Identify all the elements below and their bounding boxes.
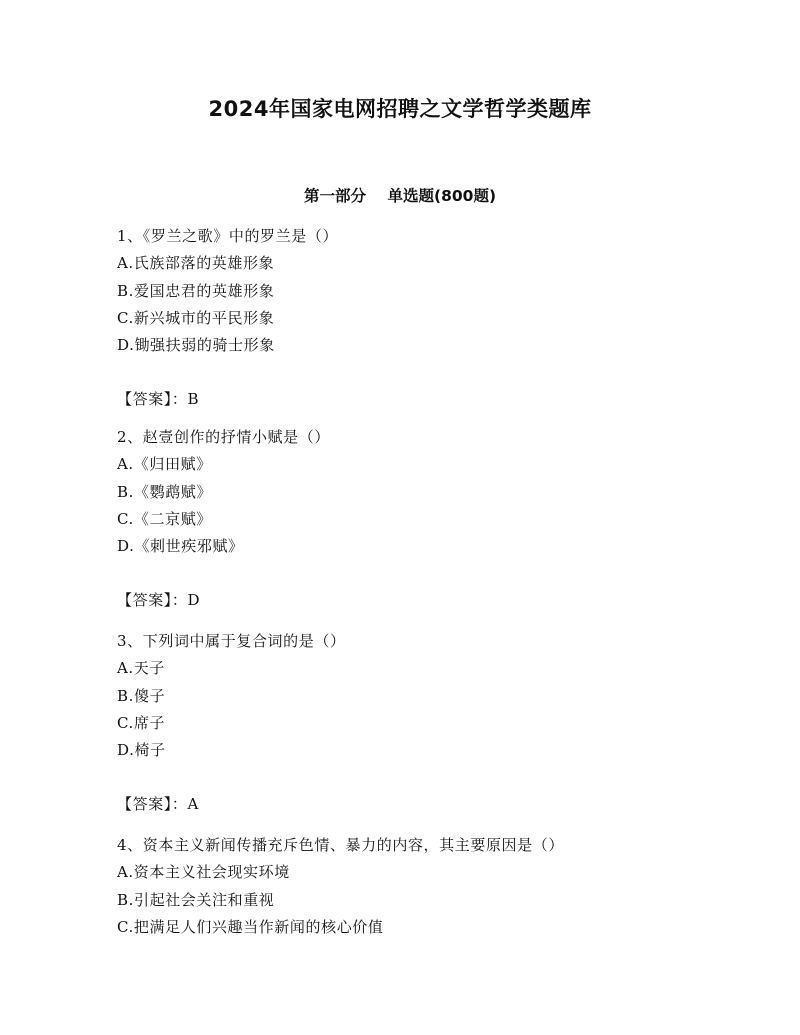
answer-line xyxy=(117,587,717,614)
document-title: 2024年国家电网招聘之文学哲学类题库 xyxy=(208,97,592,121)
option-d: D.锄强扶弱的骑士形象 xyxy=(117,336,275,355)
option-d: D.椅子 xyxy=(117,741,166,760)
option-a: A.氏族部落的英雄形象 xyxy=(117,254,275,273)
option-a: A.《归田赋》 xyxy=(117,455,212,474)
option-a: A.天子 xyxy=(117,659,166,678)
option-b: B.傻子 xyxy=(117,686,166,705)
option-c: C.把满足人们兴趣当作新闻的核心价值 xyxy=(117,917,384,936)
answer-label: 【答案】： xyxy=(117,390,188,409)
question-block-4 xyxy=(117,832,717,941)
option-b: B.引起社会关注和重视 xyxy=(117,890,275,909)
answer-value: D xyxy=(187,591,201,610)
option-a: A.资本主义社会现实环境 xyxy=(117,863,290,882)
question-stem: 3、下列词中属于复合词的是（） xyxy=(117,632,346,650)
question-block-1 xyxy=(117,223,717,413)
answer-line xyxy=(117,791,717,818)
option-c: C.席子 xyxy=(117,713,166,732)
answer-label: 【答案】： xyxy=(117,795,188,814)
answer-label: 【答案】： xyxy=(117,591,188,610)
option-b: B.《鹦鹉赋》 xyxy=(117,482,212,501)
question-block-2 xyxy=(117,424,717,614)
question-stem: 2、赵壹创作的抒情小赋是（） xyxy=(117,428,330,446)
option-c: C.新兴城市的平民形象 xyxy=(117,308,275,327)
question-block-3 xyxy=(117,628,717,818)
section-heading: 第一部分 单选题(800题) xyxy=(303,187,497,205)
option-b: B.爱国忠君的英雄形象 xyxy=(117,281,275,300)
answer-line xyxy=(117,386,717,413)
option-c: C.《二京赋》 xyxy=(117,509,212,528)
answer-value: A xyxy=(187,795,199,814)
question-stem: 4、资本主义新闻传播充斥色情、暴力的内容，其主要原因是（） xyxy=(117,836,564,854)
option-d: D.《刺世疾邪赋》 xyxy=(117,537,244,556)
question-stem: 1、《罗兰之歌》中的罗兰是（） xyxy=(117,227,339,245)
answer-value: B xyxy=(187,390,200,409)
